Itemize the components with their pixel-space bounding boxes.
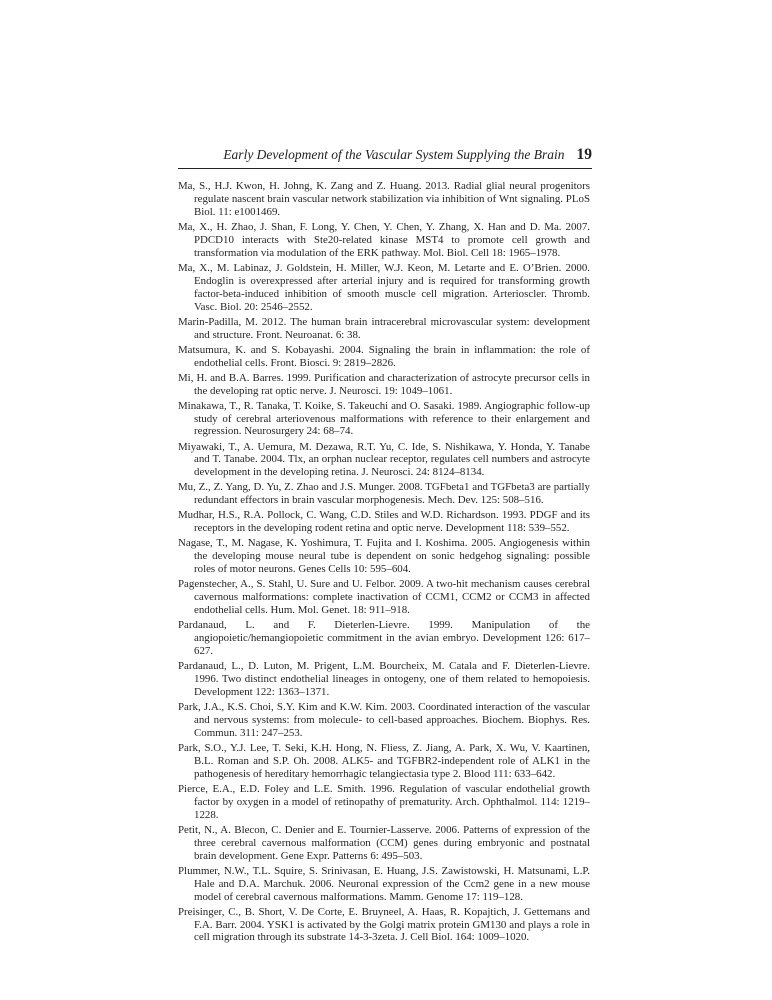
reference-item: Matsumura, K. and S. Kobayashi. 2004. Signaling the brain in inflammation: the role of endothelial cells. Front. Biosci. 9: 2819–2826.	[178, 343, 590, 369]
reference-item: Petit, N., A. Blecon, C. Denier and E. Tournier-Lasserve. 2006. Patterns of expression of the three cerebral cavernous malformation (CCM) genes during embryonic and postnatal brain development. Gene Expr. Patterns 6: 495–503.	[178, 823, 590, 862]
page-number: 19	[576, 146, 592, 163]
running-head: Early Development of the Vascular System Supplying the Brain	[223, 147, 565, 162]
reference-item: Mu, Z., Z. Yang, D. Yu, Z. Zhao and J.S. Munger. 2008. TGFbeta1 and TGFbeta3 are partially redundant effectors in brain vascular morphogenesis. Mech. Dev. 125: 508–516.	[178, 481, 590, 507]
reference-item: Park, S.O., Y.J. Lee, T. Seki, K.H. Hong, N. Fliess, Z. Jiang, A. Park, X. Wu, V. Kaartinen, B.L. Roman and S.P. Oh. 2008. ALK5- and TGFBR2-independent role of ALK1 in the pathogenesis of hereditary hemorrhagic telangiectasia type 2. Blood 111: 633–642.	[178, 741, 590, 780]
reference-item: Ma, X., H. Zhao, J. Shan, F. Long, Y. Chen, Y. Chen, Y. Zhang, X. Han and D. Ma. 2007. PDCD10 interacts with Ste20-related kinase MST4 to promote cell growth and transformation via modulation of the ERK pathway. Mol. Biol. Cell 18: 1965–1978.	[178, 220, 590, 259]
reference-item: Plummer, N.W., T.L. Squire, S. Srinivasan, E. Huang, J.S. Zawistowski, H. Matsunami, L.P. Hale and D.A. Marchuk. 2006. Neuronal expression of the Ccm2 gene in a new mouse model of cerebral cavernous malformations. Mamm. Genome 17: 119–128.	[178, 864, 590, 903]
reference-item: Pardanaud, L. and F. Dieterlen-Lievre. 1999. Manipulation of the angiopoietic/hemangiopoietic commitment in the avian embryo. Development 126: 617–627.	[178, 619, 590, 658]
reference-list	[178, 180, 590, 947]
header-rule	[178, 168, 592, 169]
reference-item: Mi, H. and B.A. Barres. 1999. Purification and characterization of astrocyte precursor cells in the developing rat optic nerve. J. Neurosci. 19: 1049–1061.	[178, 371, 590, 397]
reference-item: Ma, S., H.J. Kwon, H. Johng, K. Zang and Z. Huang. 2013. Radial glial neural progenitors regulate nascent brain vascular network stabilization via inhibition of Wnt signaling. PLoS Biol. 11: e1001469.	[178, 180, 590, 218]
reference-item: Mudhar, H.S., R.A. Pollock, C. Wang, C.D. Stiles and W.D. Richardson. 1993. PDGF and its receptors in the developing rodent retina and optic nerve. Development 118: 539–552.	[178, 509, 590, 535]
reference-item: Marin-Padilla, M. 2012. The human brain intracerebral microvascular system: development and structure. Front. Neuroanat. 6: 38.	[178, 315, 590, 341]
reference-item: Miyawaki, T., A. Uemura, M. Dezawa, R.T. Yu, C. Ide, S. Nishikawa, Y. Honda, Y. Tanabe and T. Tanabe. 2004. Tlx, an orphan nuclear receptor, regulates cell numbers and astrocyte development in the developing retina. J. Neurosci. 24: 8124–8134.	[178, 440, 590, 479]
reference-item: Pierce, E.A., E.D. Foley and L.E. Smith. 1996. Regulation of vascular endothelial growth factor by oxygen in a model of retinopathy of prematurity. Arch. Ophthalmol. 114: 1219–1228.	[178, 782, 590, 821]
page-header	[178, 146, 592, 168]
reference-item: Ma, X., M. Labinaz, J. Goldstein, H. Miller, W.J. Keon, M. Letarte and E. O’Brien. 2000. Endoglin is overexpressed after arterial injury and is required for transforming growth factor-beta-induced inhibition of smooth muscle cell migration. Arterioscler. Thromb. Vasc. Biol. 20: 2546–2552.	[178, 261, 590, 313]
reference-item: Preisinger, C., B. Short, V. De Corte, E. Bruyneel, A. Haas, R. Kopajtich, J. Gettemans and F.A. Barr. 2004. YSK1 is activated by the Golgi matrix protein GM130 and plays a role in cell migration through its substrate 14-3-3zeta. J. Cell Biol. 164: 1009–1020.	[178, 905, 590, 944]
reference-item: Pardanaud, L., D. Luton, M. Prigent, L.M. Bourcheix, M. Catala and F. Dieterlen-Lievre. 1996. Two distinct endothelial lineages in ontogeny, one of them related to hemopoiesis. Development 122: 1363–1371.	[178, 660, 590, 698]
reference-item: Minakawa, T., R. Tanaka, T. Koike, S. Takeuchi and O. Sasaki. 1989. Angiographic follow-up study of cerebral arteriovenous malformations with reference to their enlargement and regression. Neurosurgery 24: 68–74.	[178, 399, 590, 438]
reference-item: Pagenstecher, A., S. Stahl, U. Sure and U. Felbor. 2009. A two-hit mechanism causes cerebral cavernous malformations: complete inactivation of CCM1, CCM2 or CCM3 in affected endothelial cells. Hum. Mol. Genet. 18: 911–918.	[178, 578, 590, 617]
reference-item: Park, J.A., K.S. Choi, S.Y. Kim and K.W. Kim. 2003. Coordinated interaction of the vascular and nervous systems: from molecule- to cell-based approaches. Biochem. Biophys. Res. Commun. 311: 247–253.	[178, 701, 590, 739]
reference-item: Nagase, T., M. Nagase, K. Yoshimura, T. Fujita and I. Koshima. 2005. Angiogenesis within the developing mouse neural tube is dependent on sonic hedgehog signaling: possible roles of motor neurons. Genes Cells 10: 595–604.	[178, 537, 590, 576]
